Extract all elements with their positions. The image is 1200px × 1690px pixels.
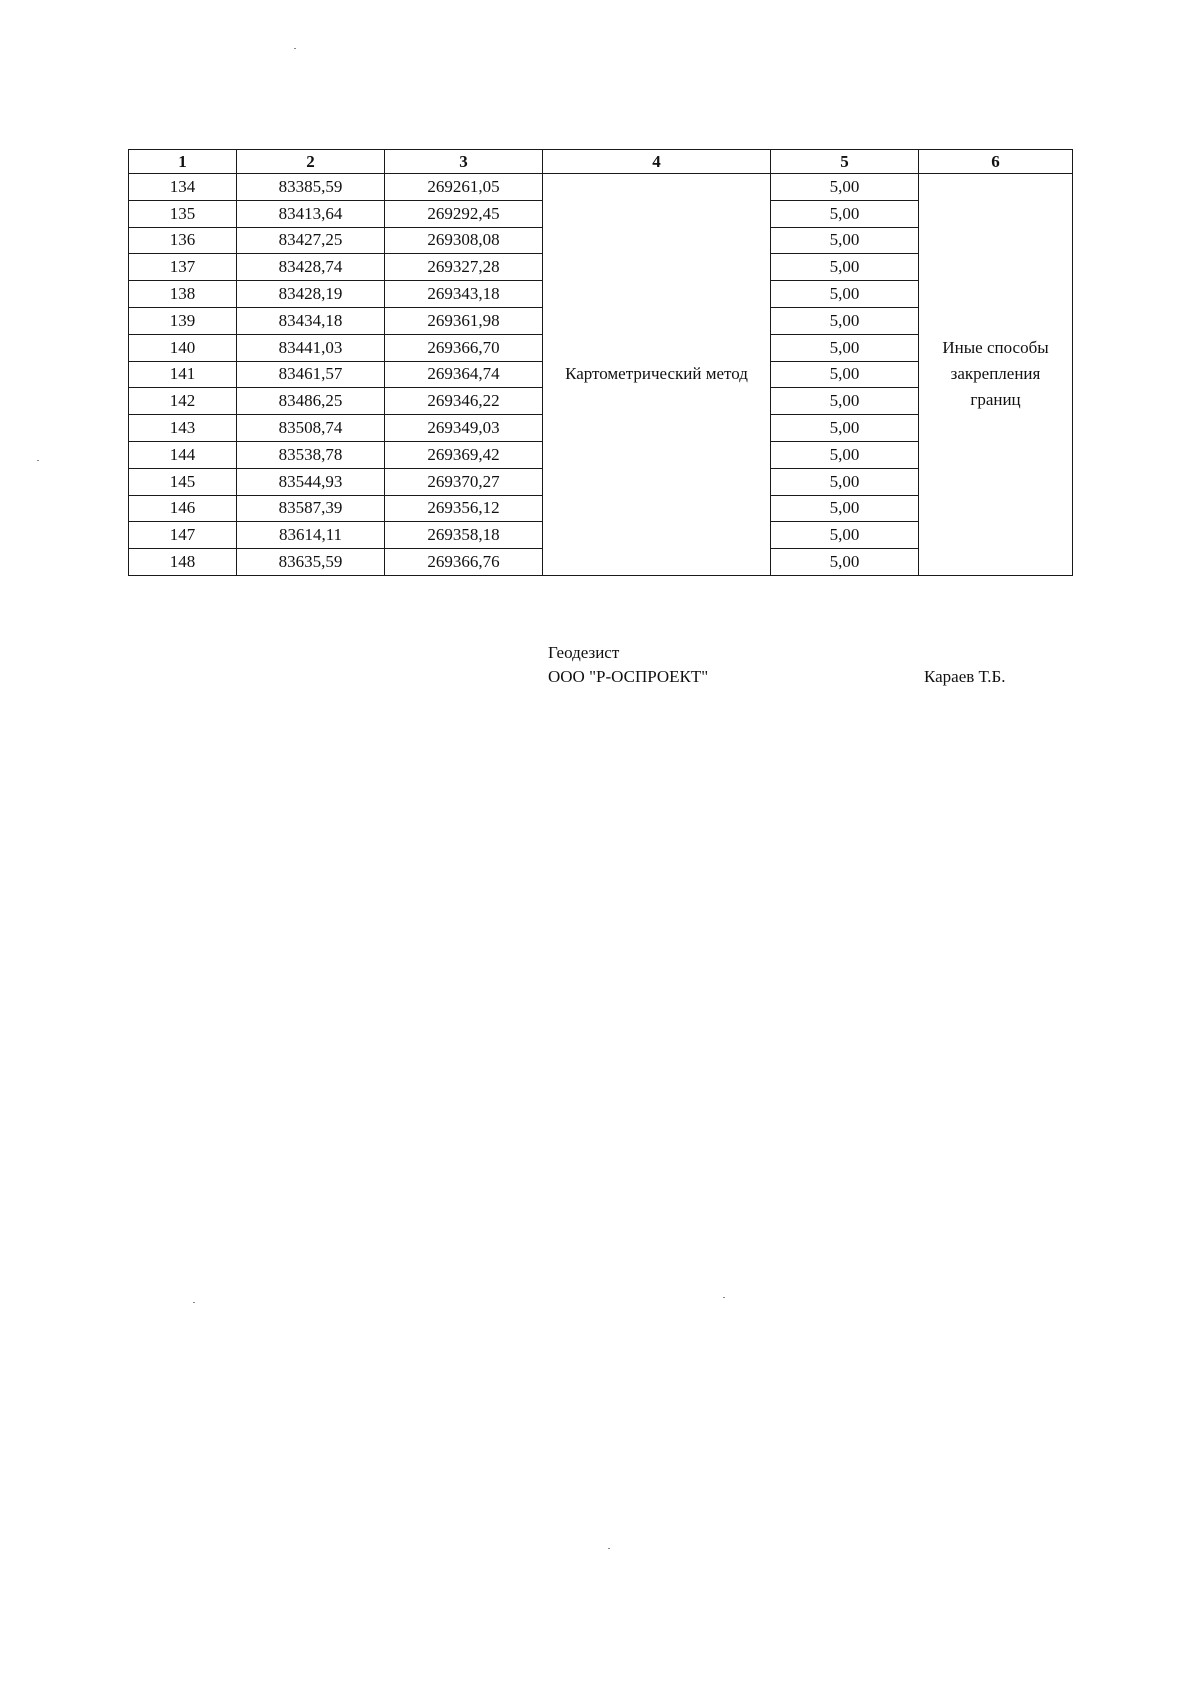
cell-accuracy: 5,00	[771, 200, 919, 227]
cell-method: Картометрический метод	[543, 174, 771, 576]
cell-accuracy: 5,00	[771, 307, 919, 334]
cell-y-coordinate: 269261,05	[385, 174, 543, 201]
cell-y-coordinate: 269356,12	[385, 495, 543, 522]
cell-y-coordinate: 269358,18	[385, 522, 543, 549]
cell-y-coordinate: 269308,08	[385, 227, 543, 254]
cell-point-number: 134	[129, 174, 237, 201]
cell-point-number: 138	[129, 281, 237, 308]
cell-y-coordinate: 269364,74	[385, 361, 543, 388]
cell-x-coordinate: 83486,25	[237, 388, 385, 415]
cell-x-coordinate: 83441,03	[237, 334, 385, 361]
scan-speck	[294, 48, 296, 49]
cell-x-coordinate: 83428,19	[237, 281, 385, 308]
cell-point-number: 136	[129, 227, 237, 254]
cell-x-coordinate: 83635,59	[237, 549, 385, 576]
cell-y-coordinate: 269292,45	[385, 200, 543, 227]
cell-point-number: 143	[129, 415, 237, 442]
cell-x-coordinate: 83413,64	[237, 200, 385, 227]
cell-accuracy: 5,00	[771, 388, 919, 415]
header-col-4: 4	[543, 150, 771, 174]
cell-accuracy: 5,00	[771, 361, 919, 388]
cell-x-coordinate: 83385,59	[237, 174, 385, 201]
cell-accuracy: 5,00	[771, 549, 919, 576]
cell-x-coordinate: 83544,93	[237, 468, 385, 495]
cell-y-coordinate: 269369,42	[385, 441, 543, 468]
table-row	[129, 174, 1073, 201]
cell-point-number: 147	[129, 522, 237, 549]
header-col-1: 1	[129, 150, 237, 174]
signature-organization: ООО "Р-ОСПРОЕКТ"	[548, 667, 709, 686]
cell-point-number: 145	[129, 468, 237, 495]
cell-accuracy: 5,00	[771, 468, 919, 495]
signature-name: Караев Т.Б.	[924, 667, 1006, 686]
cell-accuracy: 5,00	[771, 522, 919, 549]
cell-y-coordinate: 269349,03	[385, 415, 543, 442]
scan-speck	[608, 1548, 610, 1549]
cell-point-number: 135	[129, 200, 237, 227]
cell-accuracy: 5,00	[771, 227, 919, 254]
cell-point-number: 148	[129, 549, 237, 576]
cell-x-coordinate: 83461,57	[237, 361, 385, 388]
cell-y-coordinate: 269361,98	[385, 307, 543, 334]
cell-accuracy: 5,00	[771, 174, 919, 201]
table-body	[129, 174, 1073, 576]
cell-x-coordinate: 83428,74	[237, 254, 385, 281]
cell-x-coordinate: 83614,11	[237, 522, 385, 549]
cell-y-coordinate: 269343,18	[385, 281, 543, 308]
cell-point-number: 137	[129, 254, 237, 281]
cell-accuracy: 5,00	[771, 441, 919, 468]
cell-x-coordinate: 83427,25	[237, 227, 385, 254]
cell-accuracy: 5,00	[771, 415, 919, 442]
cell-accuracy: 5,00	[771, 334, 919, 361]
cell-accuracy: 5,00	[771, 495, 919, 522]
cell-point-number: 144	[129, 441, 237, 468]
cell-y-coordinate: 269366,70	[385, 334, 543, 361]
header-col-5: 5	[771, 150, 919, 174]
cell-y-coordinate: 269346,22	[385, 388, 543, 415]
cell-point-number: 142	[129, 388, 237, 415]
cell-point-number: 141	[129, 361, 237, 388]
cell-x-coordinate: 83587,39	[237, 495, 385, 522]
signature-role: Геодезист	[548, 643, 620, 662]
scan-speck	[193, 1302, 195, 1303]
cell-accuracy: 5,00	[771, 281, 919, 308]
cell-accuracy: 5,00	[771, 254, 919, 281]
cell-x-coordinate: 83508,74	[237, 415, 385, 442]
header-col-6: 6	[919, 150, 1073, 174]
cell-y-coordinate: 269327,28	[385, 254, 543, 281]
header-col-2: 2	[237, 150, 385, 174]
scan-speck	[723, 1297, 725, 1298]
table-header-row	[129, 150, 1073, 174]
cell-point-number: 140	[129, 334, 237, 361]
cell-fixing-method: Иные способы закрепления границ	[919, 174, 1073, 576]
cell-point-number: 139	[129, 307, 237, 334]
cell-point-number: 146	[129, 495, 237, 522]
scan-speck	[37, 460, 39, 461]
cell-y-coordinate: 269366,76	[385, 549, 543, 576]
cell-y-coordinate: 269370,27	[385, 468, 543, 495]
cell-x-coordinate: 83434,18	[237, 307, 385, 334]
coordinates-table	[128, 149, 1073, 576]
cell-x-coordinate: 83538,78	[237, 441, 385, 468]
header-col-3: 3	[385, 150, 543, 174]
